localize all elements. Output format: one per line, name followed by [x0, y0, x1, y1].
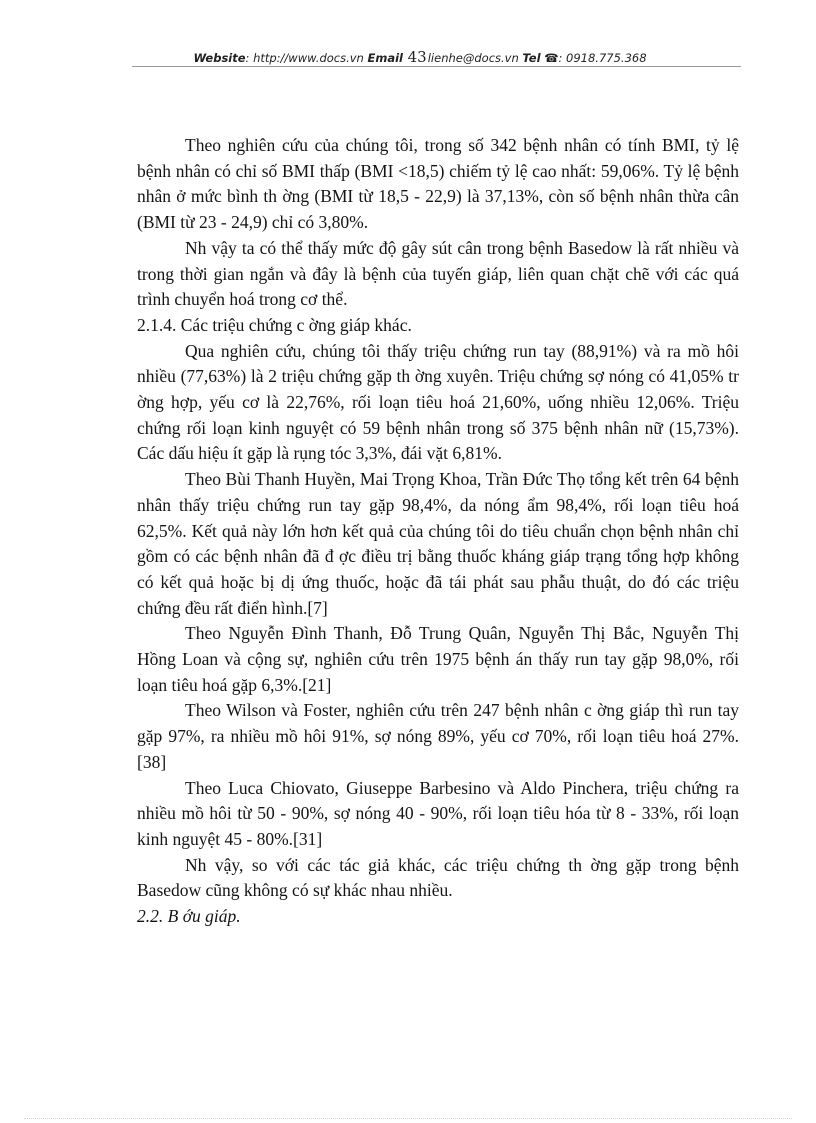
paragraph-weight-loss: Nh vậy ta có thể thấy mức độ gây sút cân trong bệnh Basedow là rất nhiều và trong thời gian ngắn và đây là bệnh của tuyến giáp, liên quan chặt chẽ với các quá trình chuyển hoá trong cơ thể. [137, 237, 739, 310]
paragraph-wilson-foster: Theo Wilson và Foster, nghiên cứu trên 247 bệnh nhân c ờng giáp thì run tay gặp 97%, ra nhiều mồ hôi 91%, sợ nóng 89%, yếu cơ 70%, rối loạn tiêu hoá 27%.[38] [137, 700, 739, 772]
paragraph-symptoms: Qua nghiên cứu, chúng tôi thấy triệu chứng run tay (88,91%) và ra mồ hôi nhiều (77,63%) là 2 triệu chứng gặp th ờng xuyên. Triệu chứng sợ nóng có 41,05% tr ờng hợp, yếu cơ là 22,76%, rối loạn tiêu hoá 21,60%, uống nhiều 12,06%. Triệu chứng rối loạn kinh nguyệt có 59 bệnh nhân trong số 375 bệnh nhân nữ (15,73%). Các dấu hiệu ít gặp là rụng tóc 3,3%, đái vặt 6,81%. [137, 340, 739, 464]
paragraph-bui-thanh-huyen: Theo Bùi Thanh Huyền, Mai Trọng Khoa, Trần Đức Thọ tổng kết trên 64 bệnh nhân thấy triệu chứng run tay gặp 98,4%, da nóng ẩm 98,4%, rối loạn tiêu hoá 62,5%. Kết quả này lớn hơn kết quả của chúng tôi do tiêu chuẩn chọn bệnh nhân chỉ gồm có các bệnh nhân đã đ ợc điều trị bằng thuốc kháng giáp trạng tổng hợp không có kết quả hoặc bị dị ứng thuốc, hoặc đã tái phát sau phẫu thuật, do đó các triệu chứng đều rất điển hình.[7] [137, 469, 739, 618]
tel-number: : 0918.775.368 [558, 51, 647, 65]
website-url[interactable]: : http://www.docs.vn [245, 51, 368, 65]
tel-label: Tel [522, 51, 541, 65]
section-heading-2-1-4: 2.1.4. Các triệu chứng c ờng giáp khác. [137, 314, 412, 335]
paragraph-nguyen-dinh-thanh: Theo Nguyễn Đình Thanh, Đỗ Trung Quân, Nguyễn Thị Bắc, Nguyễn Thị Hồng Loan và cộng sự, nghiên cứu trên 1975 bệnh án thấy run tay gặp 98,0%, rối loạn tiêu hoá gặp 6,3%.[21] [137, 623, 739, 695]
paragraph-comparison: Nh vậy, so với các tác giả khác, các triệu chứng th ờng gặp trong bệnh Basedow cũng không có sự khác nhau nhiều. [137, 854, 739, 901]
email-label: Email [367, 51, 403, 65]
phone-icon: ☎ [544, 51, 559, 65]
email-address[interactable]: lienhe@docs.vn [427, 51, 523, 65]
section-heading-2-2: 2.2. B ớu giáp. [137, 906, 241, 927]
header-divider [132, 66, 741, 67]
page-header [160, 48, 680, 66]
footer-divider [24, 1118, 792, 1119]
page-number: 43 [407, 48, 427, 66]
website-label: Website [193, 51, 246, 65]
paragraph-luca-chiovato: Theo Luca Chiovato, Giuseppe Barbesino và Aldo Pinchera, triệu chứng ra nhiều mồ hôi từ 50 - 90%, sợ nóng 40 - 90%, rối loạn tiêu hóa từ 8 - 33%, rối loạn kinh nguyệt 45 - 80%.[31] [137, 777, 739, 849]
paragraph-bmi: Theo nghiên cứu của chúng tôi, trong số 342 bệnh nhân có tính BMI, tỷ lệ bệnh nhân có chỉ số BMI thấp (BMI <18,5) chiếm tỷ lệ cao nhất: 59,06%. Tỷ lệ bệnh nhân ở mức bình th ờng (BMI từ 18,5 - 22,9) là 37,13%, còn số bệnh nhân thừa cân (BMI từ 23 - 24,9) chỉ có 3,80%. [137, 135, 739, 233]
document-body [137, 133, 739, 930]
